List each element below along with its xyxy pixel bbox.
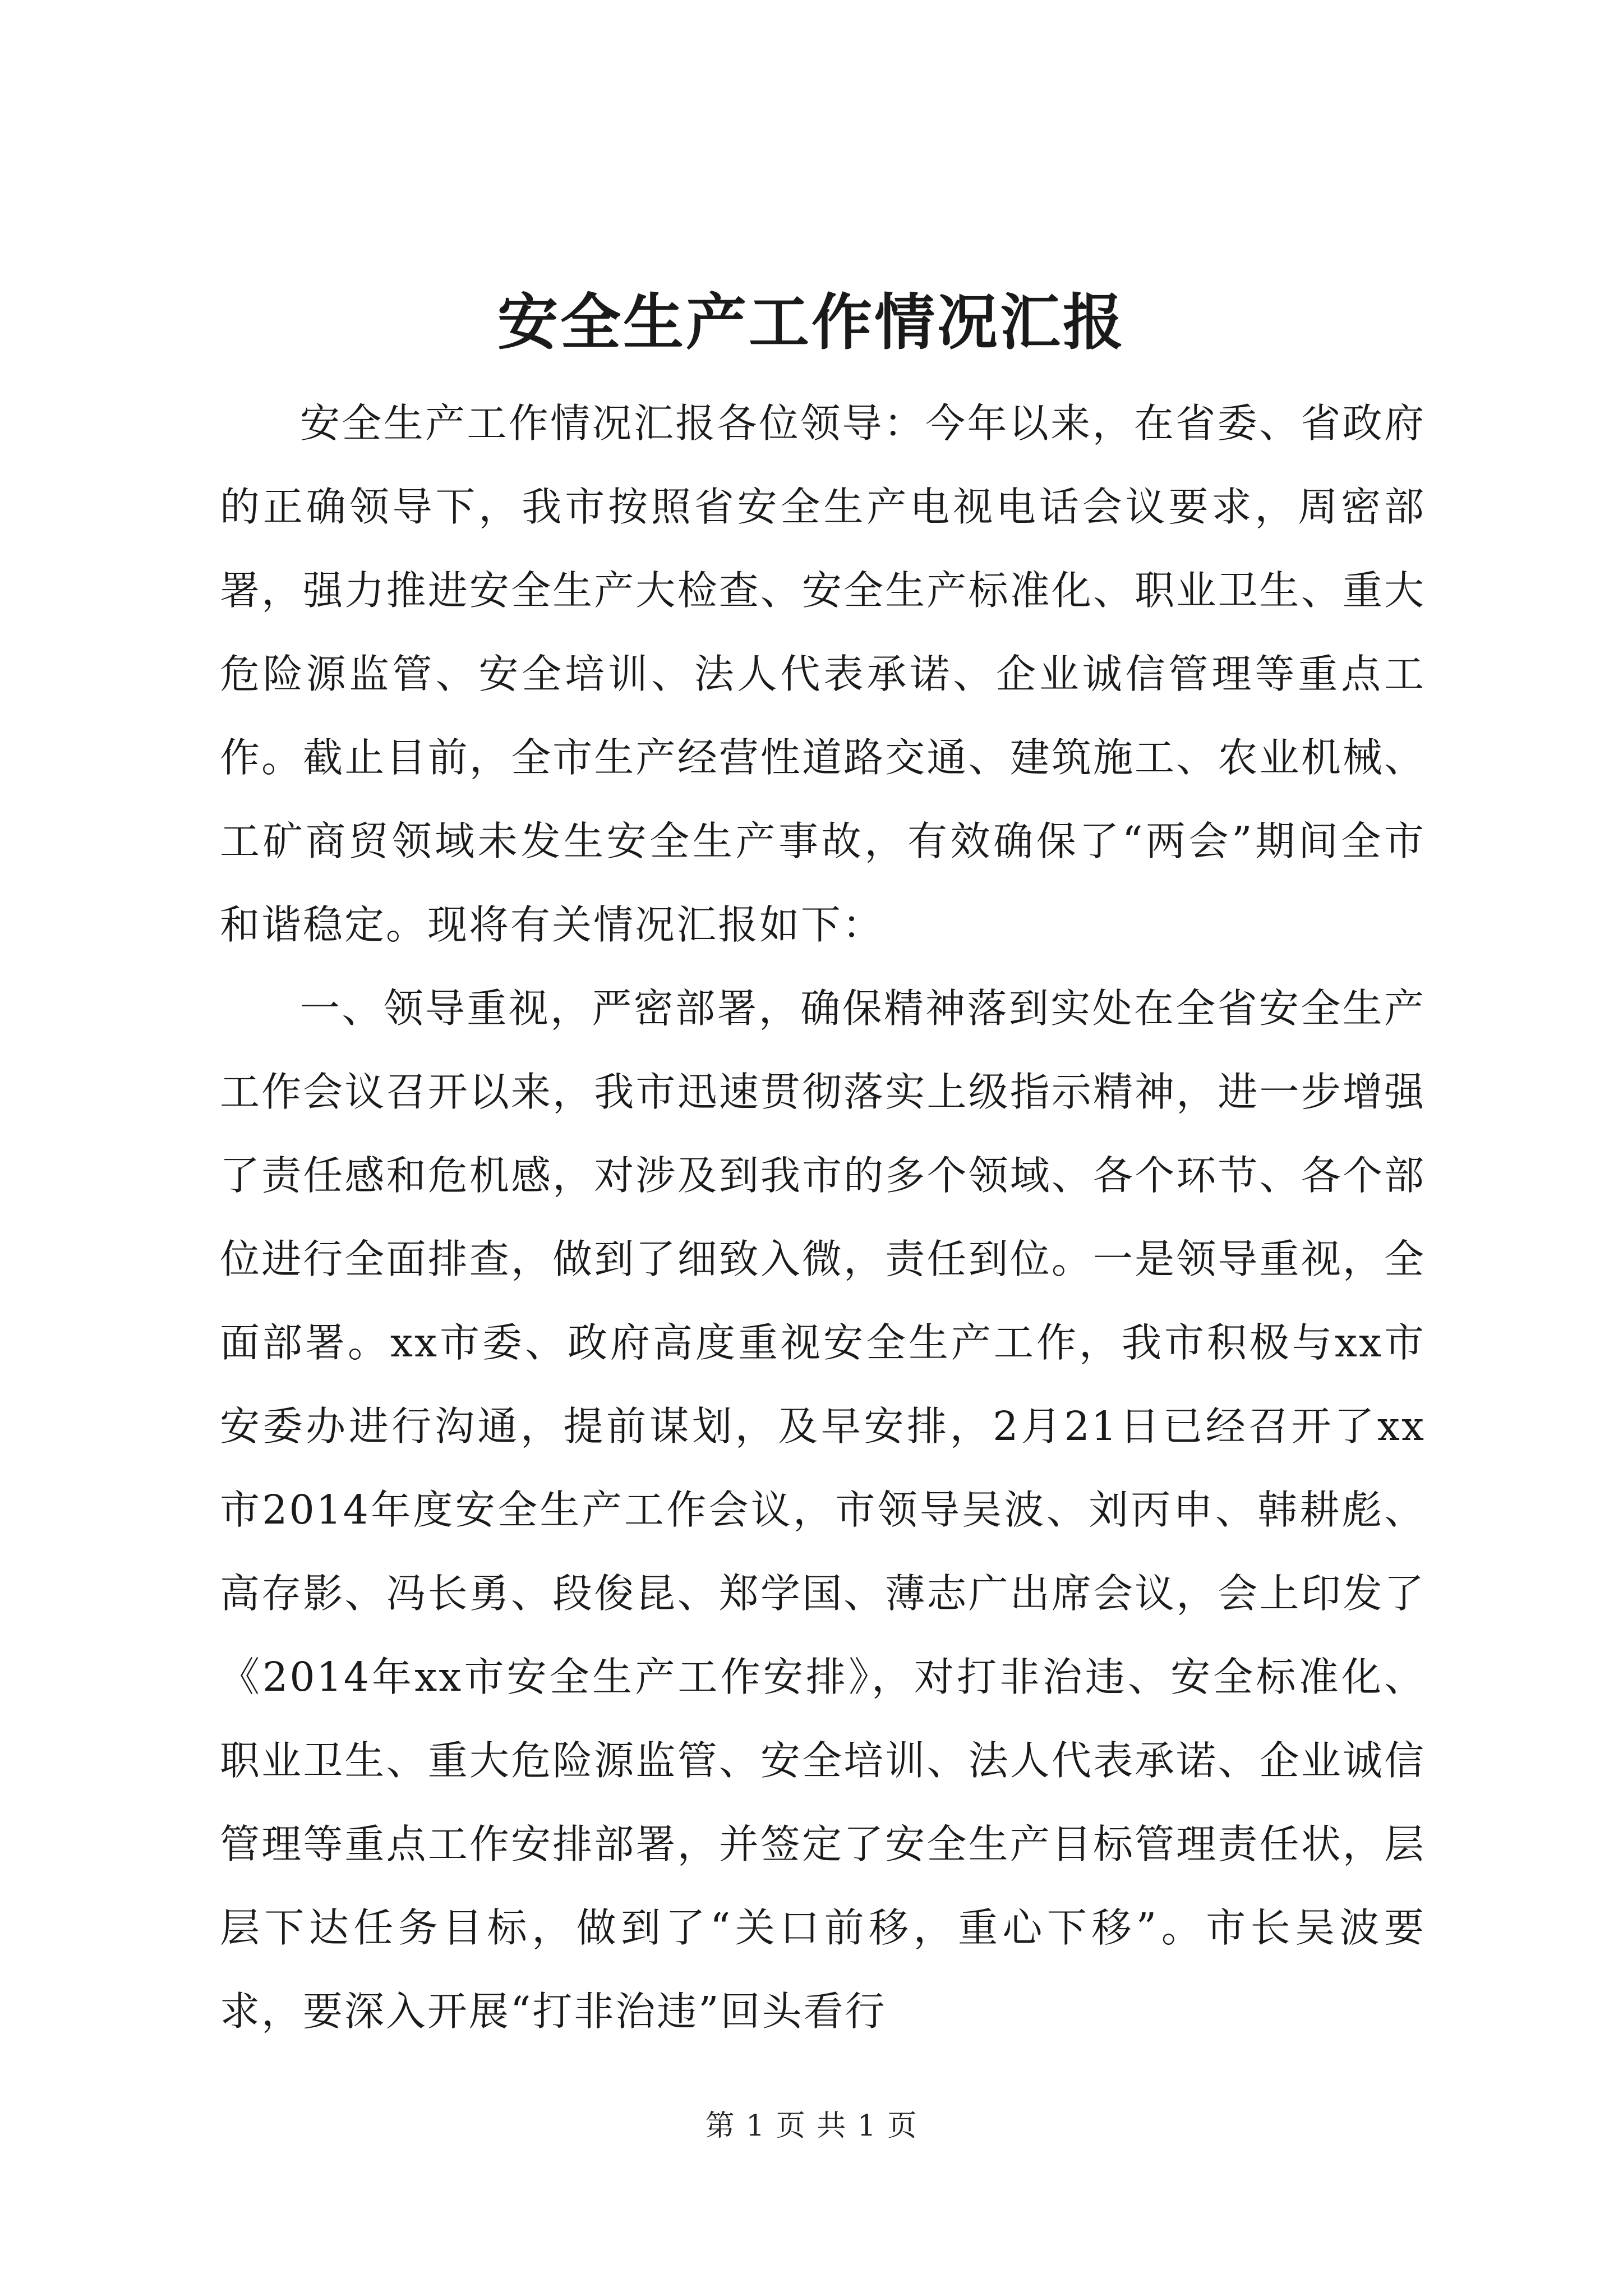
document-title: 安全生产工作情况汇报 bbox=[497, 287, 1126, 358]
paragraph-section-one: 一、领导重视，严密部署，确保精神落到实处在全省安全生产工作会议召开以来，我市迅速贯彻落实上级指示精神，进一步增强了责任感和危机感，对涉及到我市的多个领域、各个环节、各个部位进行全面排查，做到了细致入微，责任到位。一是领导重视，全面部署。xx市委、政府高度重视安全生产工作，我市积极与xx市安委办进行沟通，提前谋划，及早安排，2月21日已经召开了xx市2014年度安全生产工作会议，市领导吴波、刘丙申、韩耕彪、高存影、冯长勇、段俊昆、郑学国、薄志广出席会议，会上印发了《2014年xx市安全生产工作安排》，对打非治违、安全标准化、职业卫生、重大危险源监管、安全培训、法人代表承诺、企业诚信管理等重点工作安排部署，并签定了安全生产目标管理责任状，层层下达任务目标，做到了“关口前移，重心下移”。市长吴波要求，要深入开展“打非治违”回头看行 bbox=[220, 985, 1426, 2035]
page-footer: 第 1 页 共 1 页 bbox=[705, 2109, 918, 2143]
paragraph-intro: 安全生产工作情况汇报各位领导：今年以来，在省委、省政府的正确领导下，我市按照省安全生产电视电话会议要求，周密部署，强力推进安全生产大检查、安全生产标准化、职业卫生、重大危险源监管、安全培训、法人代表承诺、企业诚信管理等重点工作。截止目前，全市生产经营性道路交通、建筑施工、农业机械、工矿商贸领域未发生安全生产事故，有效确保了“两会”期间全市和谐稳定。现将有关情况汇报如下： bbox=[220, 400, 1426, 948]
document-body bbox=[220, 381, 1426, 2053]
